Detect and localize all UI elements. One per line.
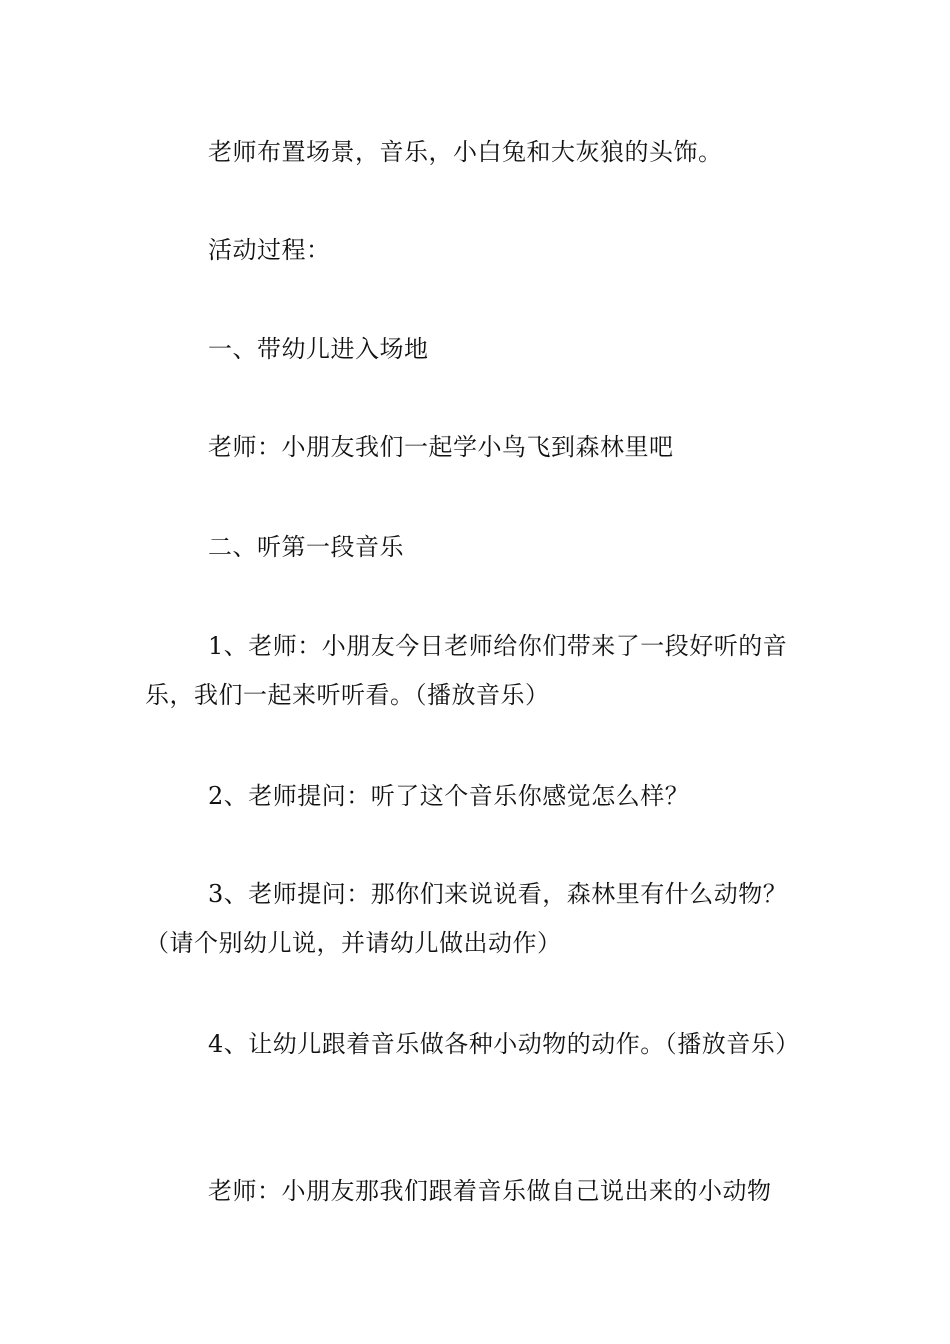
paragraph-teacher-line-1: 老师：小朋友我们一起学小鸟飞到森林里吧 [208, 433, 674, 461]
paragraph-step-two-heading: 二、听第一段音乐 [208, 533, 404, 561]
paragraph-step-one-heading: 一、带幼儿进入场地 [208, 335, 429, 363]
paragraph-teacher-line-2: 老师：小朋友那我们跟着音乐做自己说出来的小动物 [208, 1177, 772, 1205]
paragraph-item-3: 3、老师提问：那你们来说说看，森林里有什么动物？（请个别幼儿说，并请幼儿做出动作） [145, 880, 788, 957]
paragraph-item-2: 2、老师提问：听了这个音乐你感觉怎么样？ [208, 782, 690, 810]
paragraph-materials: 老师布置场景，音乐，小白兔和大灰狼的头饰。 [208, 138, 723, 166]
paragraph-item-4: 4、让幼儿跟着音乐做各种小动物的动作。（播放音乐） [208, 1030, 800, 1058]
paragraph-process-heading: 活动过程： [208, 236, 331, 264]
paragraph-item-1: 1、老师：小朋友今日老师给你们带来了一段好听的音乐，我们一起来听听看。（播放音乐） [145, 632, 788, 709]
